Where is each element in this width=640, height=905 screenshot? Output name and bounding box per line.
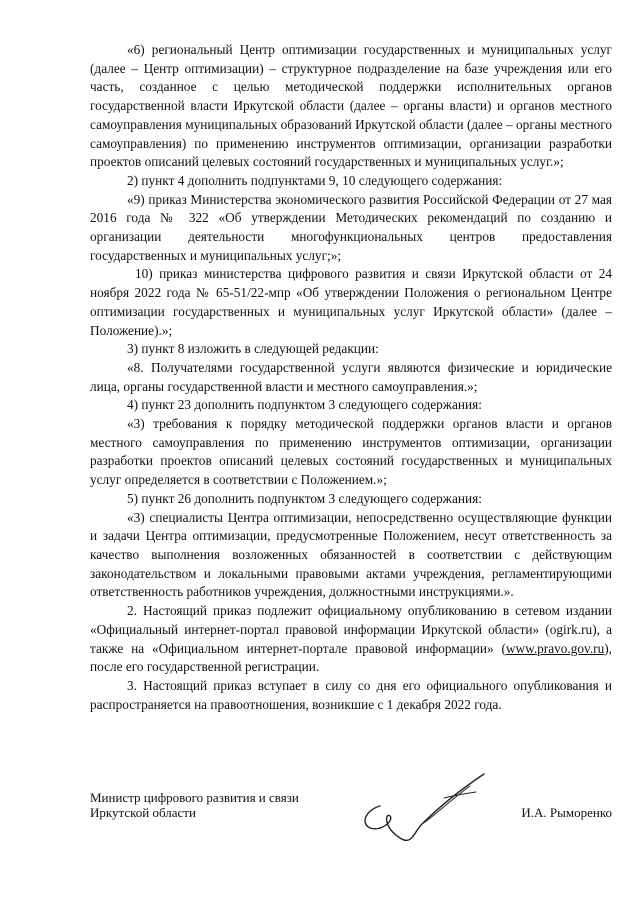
- signatory-position-line-2: Иркутской области: [90, 805, 196, 820]
- paragraph-subitem-3-p23: «3) требования к порядку методической поддержки органов власти и органов местного самоуправления по применению инструментов оптимизации, организации разработки проектов описаний целевых состояний государственных и муниципальных услуг определяется в соответствии с Положением.»;: [90, 416, 612, 488]
- signatory-position-line-1: Министр цифрового развития и связи: [90, 790, 299, 805]
- paragraph-item-6: «6) региональный Центр оптимизации государственных и муниципальных услуг (далее – Центр оптимизации) – структурное подразделение на базе учреждения или его часть, созданное с целью методической поддержки исполнительных органов государственной власти Иркутской области (далее – органы власти) и органов местного самоуправления муниципальных образований Иркутской области (далее – органы местного самоуправления) по применению инструментов оптимизации, организации разработки проектов описаний целевых состояний государственных и муниципальных услуг.»;: [90, 42, 612, 170]
- signatory-name: И.А. Рыморенко: [521, 805, 612, 820]
- paragraph-subitem-3-p26: «3) специалисты Центра оптимизации, непосредственно осуществляющие функции и задачи Центра оптимизации, предусмотренные Положением, несут ответственность за качество выполнения возложенных обязанностей в соответствии с действующим законодательством и локальными правовыми актами учреждения, регламентирующими ответственность работников учреждения, должностными инструкциями.».: [90, 509, 612, 600]
- paragraph-point-3: 3) пункт 8 изложить в следующей редакции:: [127, 341, 379, 357]
- paragraph-publication: [90, 602, 612, 677]
- paragraph-item-9: «9) приказ Министерства экономического развития Российской Федерации от 27 мая 2016 года № 322 «Об утверждении Методических рекомендаций по созданию и организации деятельности многофункциональных центров предоставления государственных и муниципальных услуг;»;: [90, 191, 612, 263]
- pravo-gov-link[interactable]: www.pravo.gov.ru: [505, 640, 605, 656]
- publication-text-end: ), после его государственной регистрации.: [90, 640, 612, 675]
- publication-text-start: 2. Настоящий приказ подлежит официальному опубликованию в сетевом издании «Официальный интернет-портал правовой информации Иркутской области» (ogirk.ru), а также на «Официальном интернет-портале правовой информации» (: [90, 603, 612, 656]
- paragraph-item-8: «8. Получателями государственной услуги являются физические и юридические лица, органы государственной власти и местного самоуправления.»;: [90, 359, 612, 394]
- paragraph-item-10: 10) приказ министерства цифрового развития и связи Иркутской области от 24 ноября 2022 года № 65-51/22-мпр «Об утверждении Положения о региональном Центре оптимизации государственных и муниципальных услуг Иркутской области» (далее – Положение).»;: [90, 266, 612, 338]
- paragraph-point-2: 2) пункт 4 дополнить подпунктами 9, 10 следующего содержания:: [127, 172, 503, 188]
- signatory-position: [90, 790, 370, 820]
- paragraph-effective-date: 3. Настоящий приказ вступает в силу со дня его официального опубликования и распространяется на правоотношения, возникшие с 1 декабря 2022 года.: [90, 677, 612, 712]
- paragraph-point-4: 4) пункт 23 дополнить подпунктом 3 следующего содержания:: [127, 397, 482, 413]
- handwritten-signature: [352, 768, 502, 850]
- paragraph-point-5: 5) пункт 26 дополнить подпунктом 3 следующего содержания:: [127, 490, 482, 506]
- document-body: [90, 41, 612, 714]
